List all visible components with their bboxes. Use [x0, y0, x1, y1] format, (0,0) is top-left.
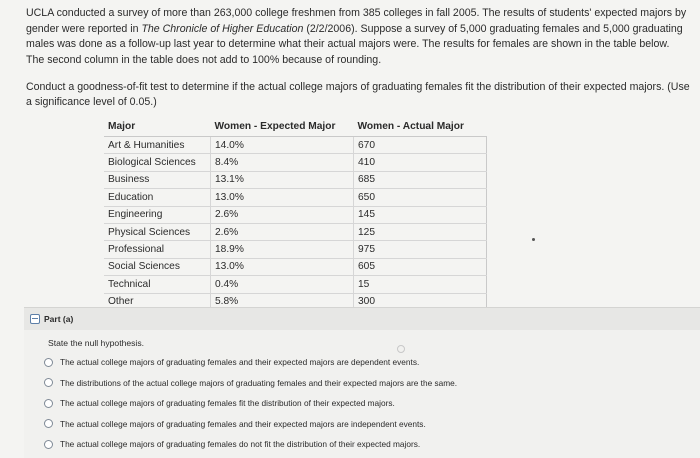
cell-major: Other: [104, 293, 211, 310]
answer-option-5[interactable]: [44, 434, 457, 455]
radio-button[interactable]: [44, 358, 53, 367]
question-prompt: State the null hypothesis.: [48, 338, 145, 348]
cell-expected: 2.6%: [211, 206, 354, 223]
table-row: [104, 258, 487, 275]
cell-actual: 670: [354, 137, 487, 154]
radio-button[interactable]: [44, 399, 53, 408]
answer-option-2[interactable]: [44, 373, 457, 394]
cell-actual: 145: [354, 206, 487, 223]
cell-actual: 605: [354, 258, 487, 275]
table-row: [104, 154, 487, 171]
cell-actual: 15: [354, 276, 487, 293]
answer-option-3[interactable]: [44, 393, 457, 414]
cell-expected: 5.8%: [211, 293, 354, 310]
table-row: [104, 137, 487, 154]
part-a-header[interactable]: [24, 307, 700, 330]
cell-expected: 13.0%: [211, 258, 354, 275]
part-a-body: [24, 330, 700, 458]
cell-major: Biological Sciences: [104, 154, 211, 171]
option-label: The actual college majors of graduating females and their expected majors are dependent events.: [60, 357, 420, 368]
cell-expected: 13.1%: [211, 171, 354, 188]
table-row: [104, 189, 487, 206]
header-major: Major: [104, 116, 211, 137]
cell-actual: 685: [354, 171, 487, 188]
table-row: [104, 171, 487, 188]
cell-expected: 14.0%: [211, 137, 354, 154]
table-header-row: [104, 116, 487, 137]
answer-option-1[interactable]: [44, 352, 457, 373]
collapse-icon[interactable]: [30, 314, 40, 324]
problem-intro: [26, 6, 690, 68]
table-row: [104, 241, 487, 258]
intro-text-1: UCLA conducted a survey of more than 263,000 college freshmen from 385 colleges in fall 2005. The results of students' expected majors by gender were reported in: [26, 7, 687, 35]
cell-actual: 650: [354, 189, 487, 206]
option-label: The actual college majors of graduating females and their expected majors are independent events.: [60, 418, 426, 429]
cell-actual: 125: [354, 223, 487, 240]
cell-actual: 410: [354, 154, 487, 171]
cell-expected: 13.0%: [211, 189, 354, 206]
option-label: The actual college majors of graduating females do not fit the distribution of their expected majors.: [60, 439, 421, 450]
header-actual: Women - Actual Major: [354, 116, 487, 137]
cell-major: Business: [104, 171, 211, 188]
table-row: [104, 276, 487, 293]
cell-major: Engineering: [104, 206, 211, 223]
cell-expected: 18.9%: [211, 241, 354, 258]
source-title: The Chronicle of Higher Education: [141, 22, 304, 35]
cell-expected: 0.4%: [211, 276, 354, 293]
cell-major: Social Sciences: [104, 258, 211, 275]
cell-major: Professional: [104, 241, 211, 258]
table-row: [104, 223, 487, 240]
header-expected: Women - Expected Major: [211, 116, 354, 137]
radio-button[interactable]: [44, 419, 53, 428]
intro-text-2: (2/2/2006). Suppose a survey of 5,000 graduating females and 5,000 graduating males was done as a follow-up last year to determine what their actual majors were. The results for females are shown in the table below. The second column in the table does not add to 100% because of rounding.: [26, 22, 683, 66]
cell-expected: 2.6%: [211, 223, 354, 240]
cell-major: Physical Sciences: [104, 223, 211, 240]
cell-major: Education: [104, 189, 211, 206]
radio-button[interactable]: [44, 440, 53, 449]
part-a-label: Part (a): [44, 314, 74, 324]
option-label: The actual college majors of graduating females fit the distribution of their expected majors.: [60, 398, 395, 409]
cell-expected: 8.4%: [211, 154, 354, 171]
answer-options: [44, 352, 457, 455]
cell-actual: 300: [354, 293, 487, 310]
cell-actual: 975: [354, 241, 487, 258]
answer-option-4[interactable]: [44, 414, 457, 435]
stray-dot: [532, 238, 535, 241]
radio-button[interactable]: [44, 378, 53, 387]
task-instructions: Conduct a goodness-of-fit test to determine if the actual college majors of graduating females fit the distribution of their expected majors. (Use a significance level of 0.05.): [26, 81, 690, 108]
cell-major: Technical: [104, 276, 211, 293]
cell-major: Art & Humanities: [104, 137, 211, 154]
majors-table: [104, 116, 487, 328]
cursor-indicator: [397, 345, 405, 353]
table-row: [104, 206, 487, 223]
option-label: The distributions of the actual college majors of graduating females and their expected majors are the same.: [60, 377, 458, 388]
